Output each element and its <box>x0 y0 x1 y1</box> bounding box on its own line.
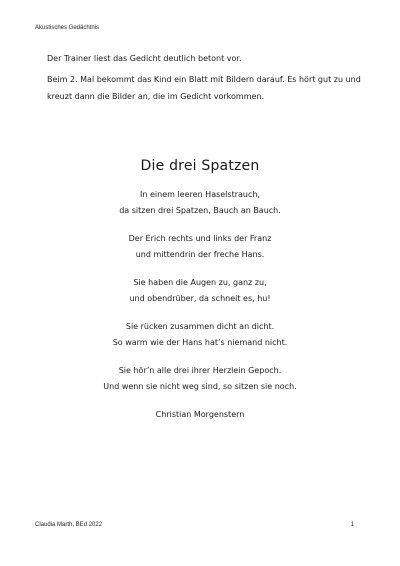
footer-page-number: 1 <box>350 522 354 528</box>
poem-line: Sie rücken zusammen dicht an dicht. <box>125 322 275 331</box>
poem-line: Und wenn sie nicht weg sind, so sitzen sie noch. <box>103 382 297 391</box>
instructions-block <box>47 50 367 105</box>
poem-stanza-2 <box>0 231 400 263</box>
poem-line: Sie haben die Augen zu, ganz zu, <box>133 278 267 287</box>
page-header-label: Akustisches Gedächtnis <box>35 25 100 31</box>
poem-stanza-3 <box>0 275 400 307</box>
poem-stanza-5 <box>0 363 400 395</box>
poem-line: Der Erich rechts und links der Franz <box>128 234 272 243</box>
poem <box>0 158 400 423</box>
poem-author: Christian Morgenstern <box>155 410 245 419</box>
poem-line: In einem leeren Haselstrauch, <box>140 190 260 199</box>
poem-line: Sie hör’n alle drei ihrer Herzlein Gepoch. <box>118 366 282 375</box>
instruction-paragraph-1: Der Trainer liest das Gedicht deutlich betont vor. <box>47 54 242 63</box>
poem-line: und obendrüber, da schneit es, hu! <box>129 294 271 303</box>
poem-title: Die drei Spatzen <box>140 158 260 174</box>
poem-stanza-1 <box>0 187 400 219</box>
poem-line: So warm wie der Hans hat’s niemand nicht. <box>112 338 288 347</box>
instruction-paragraph-2: Beim 2. Mal bekommt das Kind ein Blatt mit Bildern darauf. Es hört gut zu und kreuzt dann die Bilder an, die im Gedicht vorkommen. <box>47 75 361 101</box>
poem-line: da sitzen drei Spatzen, Bauch an Bauch. <box>119 206 281 215</box>
poem-line: und mittendrin der freche Hans. <box>135 250 265 259</box>
footer-author: Claudia Marth, BEd 2022 <box>35 522 103 528</box>
poem-stanza-4 <box>0 319 400 351</box>
